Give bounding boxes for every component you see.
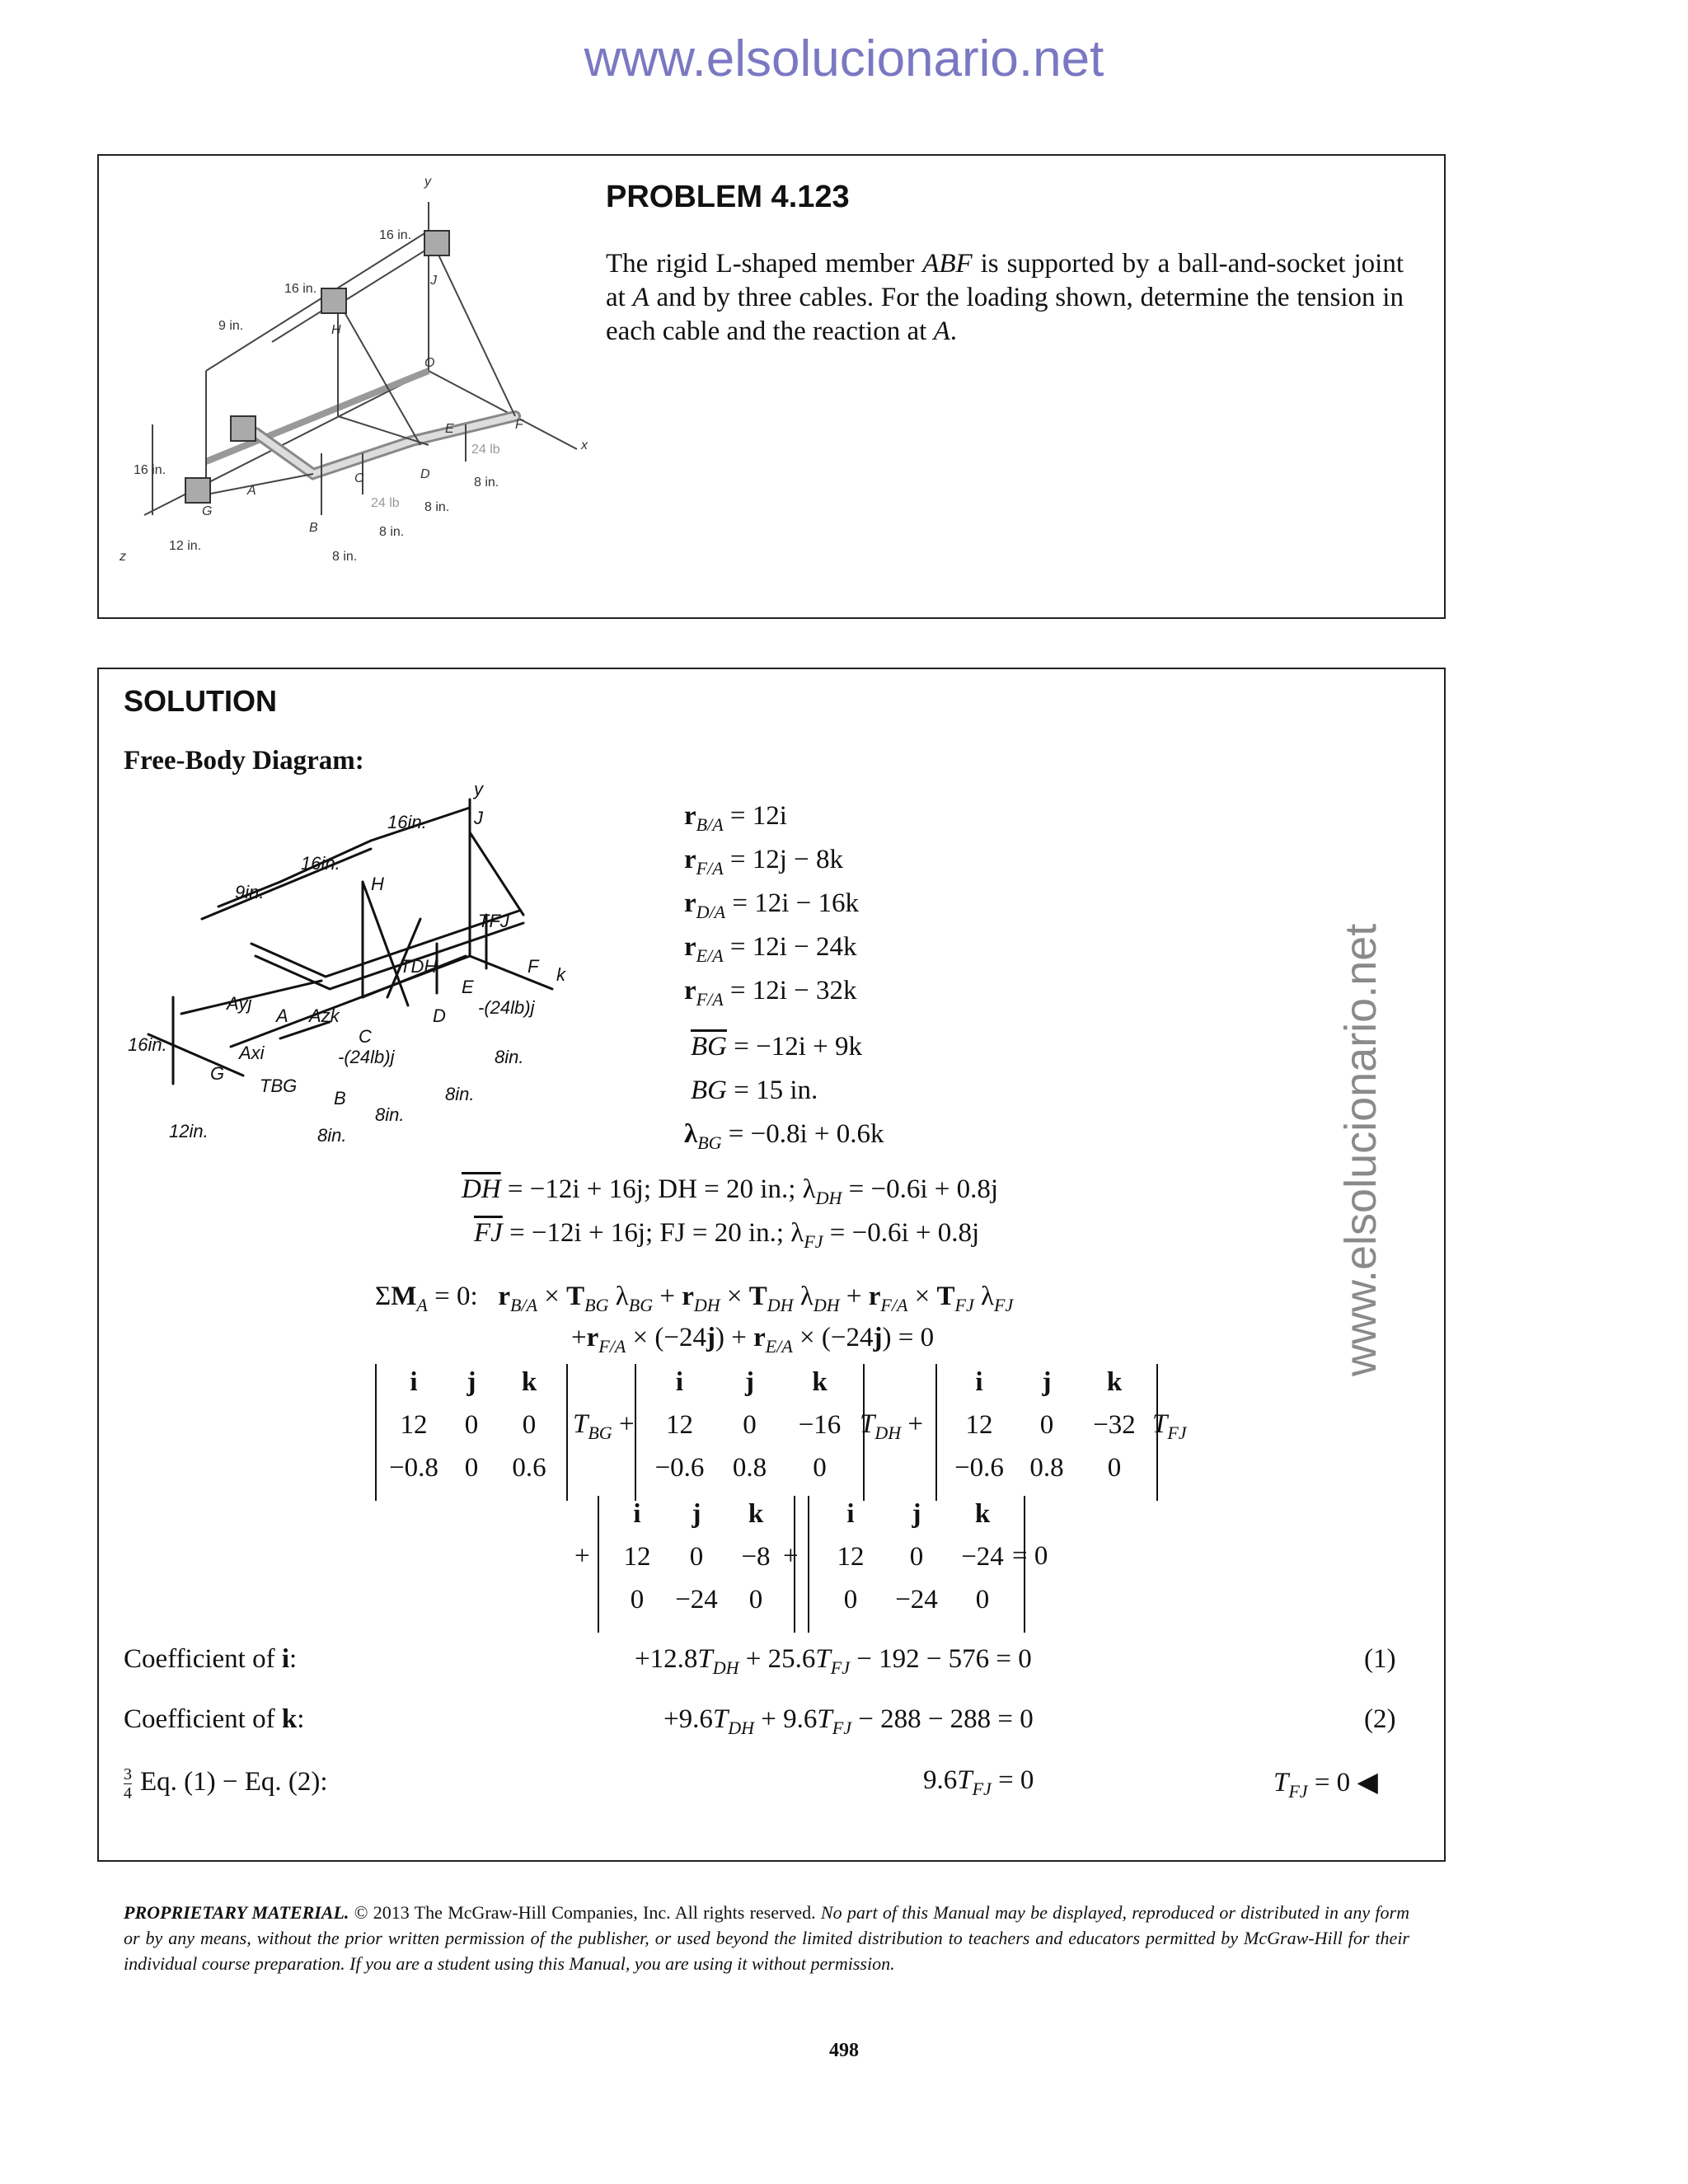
coef-k-label: Coefficient of k:	[124, 1704, 305, 1734]
plus-sign-1: +	[574, 1541, 590, 1571]
fbd-d8c: 8in.	[445, 1084, 475, 1104]
fig-d8b: 8 in.	[379, 525, 405, 539]
determinant-cell: 0	[813, 1453, 827, 1483]
fig-A: A	[247, 484, 256, 498]
determinant-cell: j	[745, 1367, 754, 1397]
determinant-cell: k	[748, 1499, 764, 1529]
determinant-cell: k	[1106, 1367, 1123, 1397]
determinant-cell: −24	[895, 1585, 938, 1615]
determinant-cell: j	[692, 1499, 701, 1529]
determinant-bar-left	[598, 1496, 599, 1633]
determinant-cell: −8	[741, 1542, 771, 1572]
coef-k-equation: $+9.6T_{DH} + 9.6T_{FJ} - 288 - 288 = 0$	[663, 1704, 1034, 1738]
determinant-cell: j	[1042, 1367, 1052, 1397]
fbd-A: A	[276, 1005, 288, 1026]
fig-y: y	[424, 175, 431, 189]
copyright-footer: PROPRIETARY MATERIAL. © 2013 The McGraw-Hill Companies, Inc. All rights reserved. No part of this Manual may be displayed, reproduced or distributed in any form or by any means, without the prior written permission of the publisher, or used beyond the limited distribution to teachers and educators permitted by McGraw-Hill for their individual course preparation. If you are a student using this Manual, you are using it without permission.	[124, 1902, 1409, 1974]
free-body-diagram	[124, 783, 610, 1162]
determinant-cell: 12	[965, 1410, 993, 1440]
tbg-term: $T_{BG}$ +	[573, 1409, 635, 1443]
fbd-C: C	[359, 1026, 372, 1047]
determinant-bar-right	[566, 1364, 568, 1501]
eq-number-1: (1)	[1364, 1644, 1396, 1674]
fbd-TFJ: TFJ	[478, 911, 509, 931]
fbd-Az: Azk	[309, 1005, 340, 1026]
problem-statement: The rigid L-shaped member ABF is supported by a ball-and-socket joint at A and by three cables. For the loading shown, determine the tension in each cable and the reaction at A.	[606, 249, 1404, 346]
tfj-term: $T_{FJ}$	[1152, 1409, 1187, 1443]
fig-z: z	[120, 550, 126, 564]
determinant-bar-left	[935, 1364, 937, 1501]
eq-r-da: $r_{D/A} = 12i - 16k$	[684, 888, 859, 922]
fig-O: O	[424, 356, 435, 370]
eq-moment-sum-cont: $+r_{F/A} \times (-24j) + r_{E/A} \times (-24j) = 0$	[571, 1323, 935, 1357]
determinant-3	[935, 1364, 1158, 1501]
fig-J: J	[430, 274, 437, 288]
determinant-cell: 12	[666, 1410, 693, 1440]
eq-lambda-bg: $\lambda_{BG} = -0.8i + 0.6k$	[684, 1119, 884, 1153]
eq-r-fa2: $r_{F/A} = 12i - 32k$	[684, 976, 857, 1010]
eq-dh: $\overline{DH} = -12i + 16j$; DH = 20 in.; $\lambda_{DH} = -0.6i + 0.8j$	[462, 1174, 999, 1208]
fig-F: F	[515, 418, 523, 432]
determinant-cell: −0.6	[654, 1453, 705, 1483]
determinant-cell: k	[974, 1499, 991, 1529]
determinant-cell: −24	[675, 1585, 718, 1615]
determinant-bar-left	[375, 1364, 377, 1501]
determinant-cell: 0	[975, 1585, 990, 1615]
fbd-Ax: Axi	[239, 1043, 265, 1063]
fig-d8a: 8 in.	[332, 550, 358, 564]
eq-r-fa: $r_{F/A} = 12j - 8k$	[684, 845, 844, 879]
coef-i-label: Coefficient of i:	[124, 1644, 298, 1674]
fbd-F: F	[528, 956, 539, 977]
fig-G: G	[202, 504, 213, 518]
page-number: 498	[829, 2040, 859, 2061]
determinant-cell: 0	[743, 1410, 757, 1440]
determinant-bar-left	[808, 1496, 809, 1633]
fig-E: E	[445, 422, 454, 436]
eq-r-ea: $r_{E/A} = 12i - 24k$	[684, 932, 857, 966]
fbd-d16: 16in.	[387, 812, 427, 832]
determinant-cell: −32	[1093, 1410, 1136, 1440]
determinant-cell: 0	[464, 1453, 479, 1483]
fbd-B: B	[334, 1088, 346, 1108]
determinant-cell: i	[633, 1499, 641, 1529]
fig-d9: 9 in.	[218, 319, 244, 333]
eq-bg-length: BG = 15 in.	[691, 1076, 818, 1105]
fig-C: C	[354, 471, 364, 485]
determinant-cell: −24	[961, 1542, 1004, 1572]
fbd-d8d: 8in.	[495, 1047, 524, 1067]
eq-number-2: (2)	[1364, 1704, 1396, 1734]
eq-bg-vector: $\overline{BG} = -12i + 9k$	[691, 1032, 863, 1062]
determinant-4	[598, 1496, 795, 1633]
fbd-G: G	[210, 1063, 225, 1084]
determinant-cell: 0.8	[732, 1453, 767, 1483]
fbd-f24a: -(24lb)j	[338, 1047, 395, 1067]
eq-fj: $\overline{FJ} = -12i + 16j$; FJ = 20 in.; $\lambda_{FJ} = -0.6i + 0.8j$	[474, 1218, 980, 1252]
determinant-cell: 0	[1039, 1410, 1054, 1440]
eq-moment-sum: $\Sigma M_A = 0$: $r_{B/A} \times T_{BG}$ $\lambda_{BG} + r_{DH} \times T_{DH}$ $\lambda_{DH} + r_{F/A} \times T_{FJ}$ $\lambda_{FJ}$	[375, 1282, 1014, 1315]
fbd-f24b: -(24lb)j	[478, 997, 535, 1018]
fbd-E: E	[462, 977, 474, 997]
fbd-d8b: 8in.	[375, 1104, 405, 1125]
determinant-cell: 0	[909, 1542, 924, 1572]
fig-d12: 12 in.	[169, 539, 202, 553]
combination-label: $\frac{3}{4}$ Eq. (1) − Eq. (2):	[124, 1765, 328, 1802]
fig-f24a: 24 lb	[371, 496, 400, 510]
determinant-cell: −0.6	[954, 1453, 1004, 1483]
determinant-1	[375, 1364, 568, 1501]
determinant-cell: 0	[630, 1585, 645, 1615]
determinant-cell: 0	[748, 1585, 763, 1615]
determinant-cell: 12	[837, 1542, 865, 1572]
fig-B: B	[309, 521, 318, 535]
fig-D: D	[420, 467, 430, 481]
determinant-cell: 12	[623, 1542, 651, 1572]
determinant-cell: −16	[798, 1410, 842, 1440]
determinant-cell: i	[675, 1367, 684, 1397]
tdh-term: $T_{DH}$ +	[860, 1409, 924, 1443]
fbd-J: J	[474, 808, 483, 828]
fbd-D: D	[433, 1005, 446, 1026]
fbd-k: k	[556, 964, 565, 985]
fbd-Ay: Ayj	[227, 993, 252, 1014]
determinant-cell: 12	[400, 1410, 428, 1440]
determinant-cell: j	[912, 1499, 921, 1529]
fig-H: H	[331, 323, 341, 337]
fig-d16h: 16 in.	[134, 463, 166, 477]
determinant-cell: i	[846, 1499, 855, 1529]
equals-zero: = 0	[1012, 1541, 1048, 1571]
coef-i-equation: $+12.8T_{DH} + 25.6T_{FJ} - 192 - 576 = 0$	[635, 1644, 1032, 1678]
determinant-cell: 0	[522, 1410, 537, 1440]
determinant-cell: 0	[843, 1585, 858, 1615]
determinant-cell: −0.8	[389, 1453, 438, 1483]
determinant-2	[635, 1364, 865, 1501]
solution-title: SOLUTION	[124, 684, 277, 718]
determinant-cell: j	[467, 1367, 476, 1397]
determinant-cell: i	[975, 1367, 983, 1397]
fbd-d8a: 8in.	[317, 1125, 347, 1146]
fig-d8d: 8 in.	[474, 476, 499, 490]
fbd-d12: 12in.	[169, 1121, 209, 1141]
problem-figure	[115, 169, 593, 581]
fig-f24b: 24 lb	[471, 443, 500, 457]
determinant-cell: 0.8	[1029, 1453, 1064, 1483]
watermark-side: www.elsolucionario.net	[1336, 923, 1386, 1376]
fbd-H: H	[371, 874, 384, 894]
fig-d16a: 16 in.	[379, 228, 412, 242]
problem-title: PROBLEM 4.123	[606, 180, 850, 214]
fig-x: x	[581, 438, 588, 452]
plus-sign-2: +	[783, 1541, 799, 1571]
combination-equation: $9.6T_{FJ} = 0$	[923, 1765, 1034, 1799]
determinant-5	[808, 1496, 1025, 1633]
determinant-bar-left	[635, 1364, 636, 1501]
determinant-cell: i	[410, 1367, 418, 1397]
fbd-d16b: 16in.	[301, 853, 340, 874]
determinant-cell: 0.6	[512, 1453, 546, 1483]
fig-d8c: 8 in.	[424, 500, 450, 514]
answer-tfj: $T_{FJ} = 0$ ◀	[1273, 1768, 1378, 1802]
fbd-title: Free-Body Diagram:	[124, 746, 364, 776]
fbd-y: y	[474, 783, 483, 799]
determinant-cell: k	[521, 1367, 537, 1397]
fig-d16b: 16 in.	[284, 282, 317, 296]
fbd-TDH: TDH	[400, 956, 438, 977]
determinant-cell: 0	[1107, 1453, 1122, 1483]
determinant-cell: 0	[689, 1542, 704, 1572]
fbd-d16h: 16in.	[128, 1034, 167, 1055]
fbd-d9: 9in.	[235, 882, 265, 902]
determinant-cell: k	[812, 1367, 828, 1397]
fbd-TBG: TBG	[260, 1076, 298, 1096]
eq-r-ba: $r_{B/A} = 12i$	[684, 801, 787, 835]
watermark-top: www.elsolucionario.net	[584, 30, 1104, 87]
determinant-cell: 0	[464, 1410, 479, 1440]
